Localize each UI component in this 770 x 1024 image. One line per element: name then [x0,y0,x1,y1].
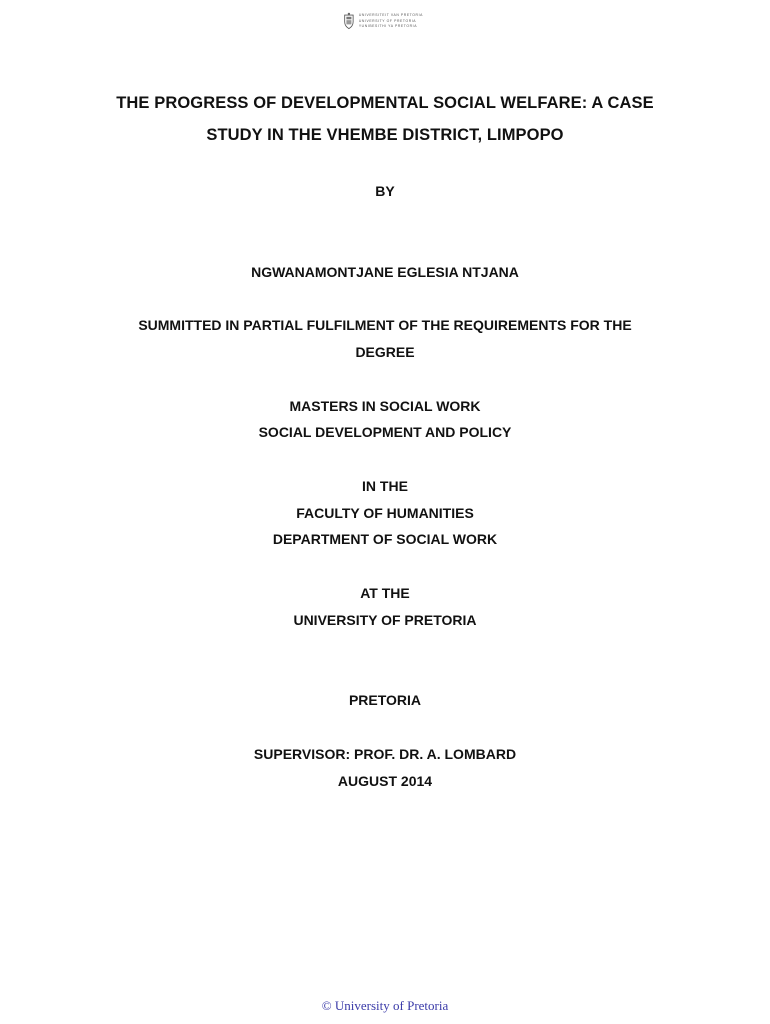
submission-date: AUGUST 2014 [337,773,433,789]
degree-name: MASTERS IN SOCIAL WORK [289,398,481,414]
faculty-name: FACULTY OF HUMANITIES [296,505,474,521]
logo-line: YUNIBESITHI YA PRETORIA [358,24,418,29]
copyright-footer: © University of Pretoria [321,998,449,1013]
submission-line-1: SUMMITTED IN PARTIAL FULFILMENT OF THE REQUIREMENTS FOR THE [138,317,632,333]
university-logo [343,9,423,33]
logo-wordmark [359,13,423,29]
thesis-title-line-1: THE PROGRESS OF DEVELOPMENTAL SOCIAL WELFARE: A CASE [116,94,654,112]
institution-intro: AT THE [360,585,410,601]
thesis-title-line-2: STUDY IN THE VHEMBE DISTRICT, LIMPOPO [206,126,564,144]
submission-line-2: DEGREE [355,344,415,360]
logo-line: UNIVERSITY OF PRETORIA [358,18,417,23]
place: PRETORIA [348,692,422,708]
author-name: NGWANAMONTJANE EGLESIA NTJANA [251,264,519,280]
faculty-intro: IN THE [362,478,408,494]
by-label: BY [375,183,395,199]
supervisor: SUPERVISOR: PROF. DR. A. LOMBARD [253,746,517,762]
university-crest-icon [343,11,355,31]
department-name: DEPARTMENT OF SOCIAL WORK [272,531,498,547]
degree-specialisation: SOCIAL DEVELOPMENT AND POLICY [258,424,512,440]
logo-line: UNIVERSITEIT VAN PRETORIA [358,13,423,18]
institution-name: UNIVERSITY OF PRETORIA [293,612,477,628]
